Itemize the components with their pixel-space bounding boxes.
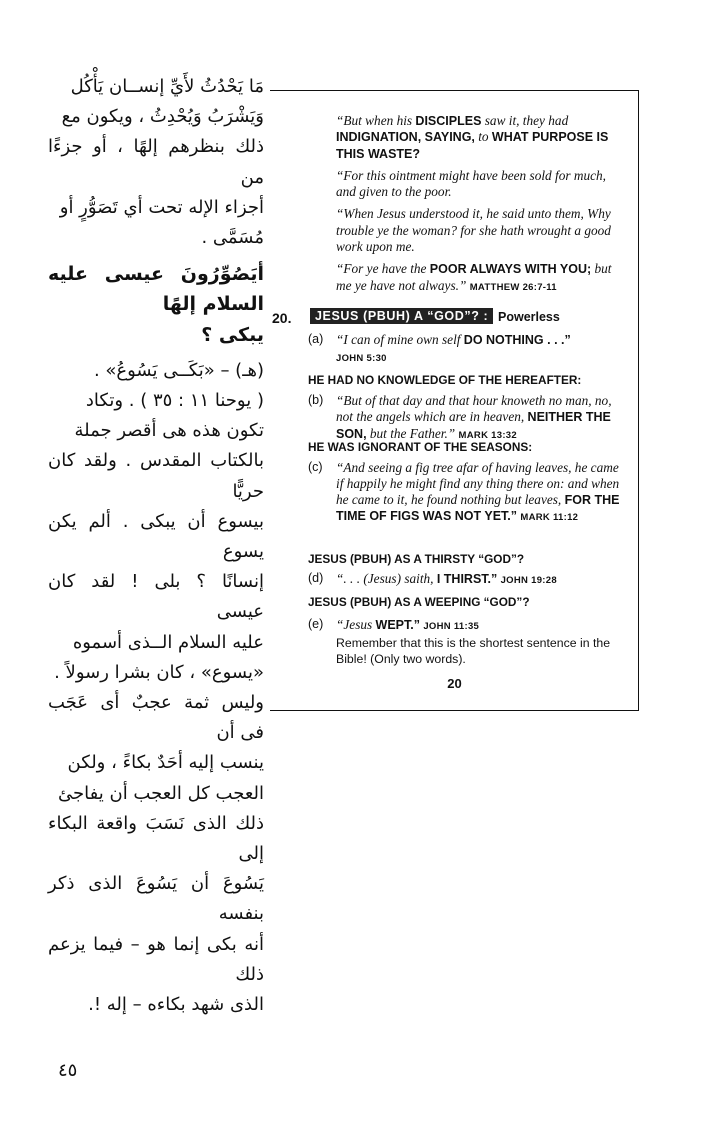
item-label: (a) — [308, 332, 324, 346]
item-body — [336, 460, 626, 526]
item-a — [308, 332, 626, 367]
arabic-heading: يبكى ؟ — [201, 323, 264, 346]
quote-caps: NEITHER THE SON, — [336, 409, 611, 441]
arabic-line: أنه بكى إنما هو – فيما يزعم ذلك — [48, 933, 264, 985]
english-text-box — [270, 90, 639, 711]
quote-text: “But of that day and that hour knoweth no man, no, not the angels which are in heaven, — [336, 393, 612, 424]
quote-text: “For ye have the — [336, 261, 430, 277]
arabic-text-column — [48, 72, 264, 1020]
scripture-reference: MARK 13:32 — [458, 429, 517, 441]
section-title: Powerless — [498, 310, 560, 324]
arabic-line: «يسوع» ، كان بشرا رسولاً . — [54, 661, 264, 683]
arabic-line: بالكتاب المقدس . ولقد كان حريًّا — [48, 450, 264, 502]
item-b — [308, 393, 626, 443]
quote-block — [336, 113, 626, 296]
arabic-line: العجب كل العجب أن يفاجئ — [58, 782, 264, 804]
scripture-reference: JOHN 19:28 — [500, 575, 557, 586]
scripture-reference: MATTHEW 26:7-11 — [469, 281, 557, 293]
quote-caps: POOR ALWAYS WITH YOU; — [429, 262, 592, 277]
quote-text: saw it, they had — [481, 113, 569, 128]
section-badge: JESUS (PBUH) A “GOD”? : — [310, 308, 493, 324]
box-page-number: 20 — [447, 676, 462, 691]
arabic-line: (هـ) – «بَكَــى يَسُوعُ» . — [93, 359, 264, 381]
subheading: HE WAS IGNORANT OF THE SEASONS: — [308, 440, 533, 454]
quote-caps: WEPT.” — [375, 618, 420, 632]
subheading: JESUS (PBUH) AS A WEEPING “GOD”? — [308, 595, 530, 609]
arabic-line: وليس ثمة عجبٌ أى عَجَب فى أن — [48, 692, 264, 744]
quote-caps: WHAT PURPOSE IS THIS WASTE? — [336, 130, 609, 161]
arabic-line: ذلك الذى نَسَبَ واقعة البكاء إلى — [48, 812, 264, 865]
item-label: (b) — [308, 393, 324, 407]
item-label: (d) — [308, 571, 324, 585]
note-text: Remember that this is the shortest sentence in the Bible! (Only two words). — [336, 635, 611, 666]
item-body — [336, 332, 626, 367]
item-label: (e) — [308, 617, 324, 631]
page-number: ٤٥ — [58, 1060, 78, 1081]
item-e — [308, 617, 626, 667]
quote-paragraph: “When Jesus understood it, he said unto them, Why trouble ye the woman? for she hath wrought a good work upon me. — [336, 206, 611, 255]
item-body — [336, 571, 626, 589]
arabic-heading: أيَصُوِّرُونَ عيسى عليه السلام إلهًا — [48, 263, 264, 316]
arabic-line: مَا يَحْدُثُ لأَيِّ إنســان يَأْكُل — [70, 76, 264, 97]
scripture-reference: MARK 11:12 — [520, 512, 579, 524]
subheading: HE HAD NO KNOWLEDGE OF THE HEREAFTER: — [308, 373, 582, 387]
arabic-line: مُسَمَّى . — [201, 227, 264, 249]
scripture-reference: JOHN 5:30 — [336, 352, 387, 364]
section-number: 20. — [272, 310, 292, 326]
arabic-line: ذلك بنظرهم إلهًا ، أو جزءًا من — [48, 136, 264, 188]
quote-paragraph — [336, 113, 626, 162]
arabic-line: الذى شهد بكاءه – إله !. — [88, 994, 264, 1016]
quote-caps: DISCIPLES — [415, 114, 482, 128]
quote-caps: I THIRST.” — [436, 572, 498, 586]
arabic-line: ( يوحنا ١١ : ٣٥ ) . وتكاد — [85, 390, 264, 412]
arabic-line: أجزاء الإله تحت أي تَصَوُّرٍ أو — [59, 196, 264, 218]
quote-paragraph — [336, 261, 626, 296]
arabic-line: عليه السلام الــذى أسموه — [72, 631, 264, 653]
subheading: JESUS (PBUH) AS A THIRSTY “GOD”? — [308, 552, 525, 566]
arabic-line: إنسانًا ؟ بلى ! لقد كان عيسى — [48, 571, 264, 623]
item-c — [308, 460, 626, 526]
quote-text: but the Father.” — [366, 425, 456, 441]
item-body — [336, 393, 626, 443]
arabic-line: تكون هذه هى أقصر جملة — [74, 420, 264, 442]
quote-text: “Jesus — [336, 617, 376, 632]
quote-text: “. . . (Jesus) saith, — [336, 571, 437, 586]
quote-caps: FOR THE TIME OF FIGS WAS NOT YET.” — [336, 492, 620, 524]
arabic-line: بيسوع أن يبكى . ألم يكن يسوع — [48, 510, 264, 563]
scripture-reference: JOHN 11:35 — [423, 621, 480, 632]
quote-text: but me ye have not always.” — [336, 261, 612, 293]
arabic-line: ينسب إليه أحَدٌ بكاءً ، ولكن — [67, 752, 264, 774]
quote-text: “But when his — [336, 113, 416, 128]
item-body — [336, 617, 626, 667]
quote-text: “And seeing a fig tree afar of having leaves, he came if happily he might find any thing there on: and when he came to it, he found nothing but leaves, — [336, 460, 620, 507]
quote-caps: DO NOTHING . . .” — [463, 333, 571, 347]
quote-paragraph: “For this ointment might have been sold for much, and given to the poor. — [336, 167, 606, 200]
quote-caps: INDIGNATION, SAYING, — [336, 130, 475, 145]
quote-text: to — [474, 129, 492, 145]
arabic-line: وَيَشْرَبُ وَيُحْدِثُ ، ويكون مع — [61, 106, 264, 128]
quote-text: “I can of mine own self — [336, 332, 464, 347]
item-label: (c) — [308, 460, 323, 474]
arabic-line: يَسُوعَ أن يَسُوعَ الذى ذكر بنفسه — [48, 873, 264, 925]
item-d — [308, 571, 626, 589]
